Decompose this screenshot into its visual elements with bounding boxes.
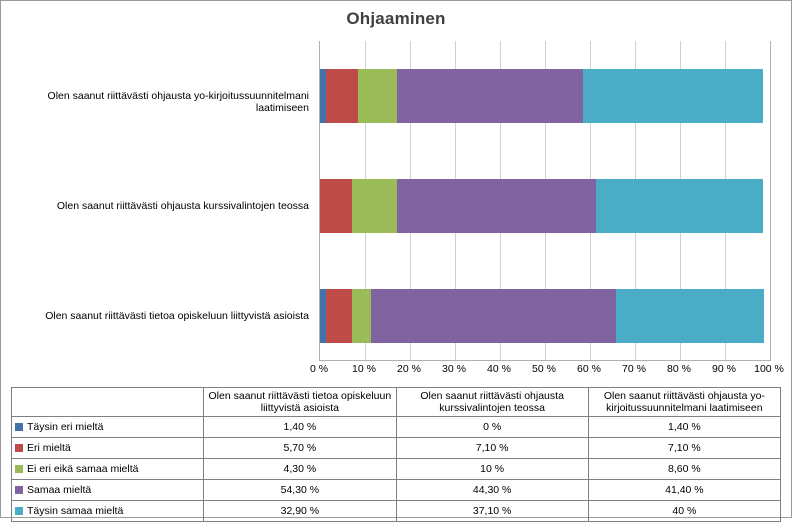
- chart-title: Ohjaaminen: [346, 9, 446, 28]
- table-value-cell: 10 %: [396, 459, 588, 480]
- table-value-cell: 32,90 %: [204, 501, 396, 522]
- table-body: [12, 417, 781, 522]
- table-header-row: [12, 388, 781, 417]
- data-table: [11, 387, 781, 522]
- x-tick-label: 60 %: [577, 363, 601, 375]
- table-value-cell: 1,40 %: [588, 417, 780, 438]
- legend-color-swatch: [15, 507, 23, 515]
- table-value-cell: 4,30 %: [204, 459, 396, 480]
- table-column-header: Olen saanut riittävästi ohjausta yo-kirjoitussuunnitelmani laatimiseen: [588, 388, 780, 417]
- table-row: [12, 459, 781, 480]
- plot-wrapper: [1, 41, 791, 381]
- category-label: Olen saanut riittävästi ohjausta yo-kirjoitussuunnitelmani laatimiseen: [47, 90, 309, 114]
- bar-segment: [358, 69, 397, 123]
- table-value-cell: 5,70 %: [204, 438, 396, 459]
- bar-segment: [583, 69, 763, 123]
- x-tick-label: 100 %: [754, 363, 784, 375]
- table-value-cell: 44,30 %: [396, 480, 588, 501]
- table-column-header: Olen saanut riittävästi ohjausta kurssivalintojen teossa: [396, 388, 588, 417]
- category-label: Olen saanut riittävästi tietoa opiskeluun liittyvistä asioista: [45, 310, 309, 322]
- bar-segment: [320, 179, 352, 233]
- bar-segment: [326, 289, 352, 343]
- stacked-bar: [320, 69, 771, 123]
- legend-color-swatch: [15, 444, 23, 452]
- x-tick-label: 10 %: [352, 363, 376, 375]
- table-corner-cell: [12, 388, 204, 417]
- stacked-bar: [320, 289, 771, 343]
- table-value-cell: 37,10 %: [396, 501, 588, 522]
- table-value-cell: 41,40 %: [588, 480, 780, 501]
- table-value-cell: 1,40 %: [204, 417, 396, 438]
- legend-color-swatch: [15, 423, 23, 431]
- category-axis-labels: [1, 41, 317, 361]
- x-tick-label: 40 %: [487, 363, 511, 375]
- table-column-header: Olen saanut riittävästi tietoa opiskeluun liittyvistä asioista: [204, 388, 396, 417]
- legend-label: Samaa mieltä: [27, 484, 92, 497]
- table-row: [12, 480, 781, 501]
- table-row: [12, 438, 781, 459]
- bar-segment: [616, 289, 764, 343]
- plot-area: [319, 41, 771, 361]
- legend-label: Eri mieltä: [27, 442, 71, 455]
- bar-segment: [326, 69, 358, 123]
- bar-segment: [397, 179, 596, 233]
- table-value-cell: 40 %: [588, 501, 780, 522]
- legend-key-cell: [12, 417, 204, 438]
- legend-key-cell: [12, 459, 204, 480]
- bar-segment: [352, 179, 397, 233]
- bar-segment: [596, 179, 763, 233]
- x-tick-label: 90 %: [712, 363, 736, 375]
- x-tick-label: 0 %: [309, 363, 329, 375]
- legend-label: Täysin samaa mieltä: [27, 505, 124, 518]
- legend-label: Täysin eri mieltä: [27, 421, 104, 434]
- table-value-cell: 7,10 %: [396, 438, 588, 459]
- table-value-cell: 0 %: [396, 417, 588, 438]
- legend-key-cell: [12, 480, 204, 501]
- table-value-cell: 8,60 %: [588, 459, 780, 480]
- legend-color-swatch: [15, 486, 23, 494]
- x-tick-label: 30 %: [442, 363, 466, 375]
- bar-segment: [352, 289, 371, 343]
- bar-segment: [371, 289, 615, 343]
- bar-segment: [397, 69, 583, 123]
- x-tick-label: 20 %: [397, 363, 421, 375]
- legend-key-cell: [12, 438, 204, 459]
- x-tick-label: 80 %: [667, 363, 691, 375]
- legend-label: Ei eri eikä samaa mieltä: [27, 463, 139, 476]
- table-row: [12, 417, 781, 438]
- x-axis-ticks: [309, 363, 784, 379]
- legend-color-swatch: [15, 465, 23, 473]
- stacked-bar: [320, 179, 771, 233]
- table-value-cell: 54,30 %: [204, 480, 396, 501]
- category-label: Olen saanut riittävästi ohjausta kurssivalintojen teossa: [56, 200, 309, 212]
- table-value-cell: 7,10 %: [588, 438, 780, 459]
- x-tick-label: 50 %: [532, 363, 556, 375]
- table-row: [12, 501, 781, 522]
- x-tick-label: 70 %: [622, 363, 646, 375]
- legend-data-table: [11, 387, 781, 522]
- legend-key-cell: [12, 501, 204, 522]
